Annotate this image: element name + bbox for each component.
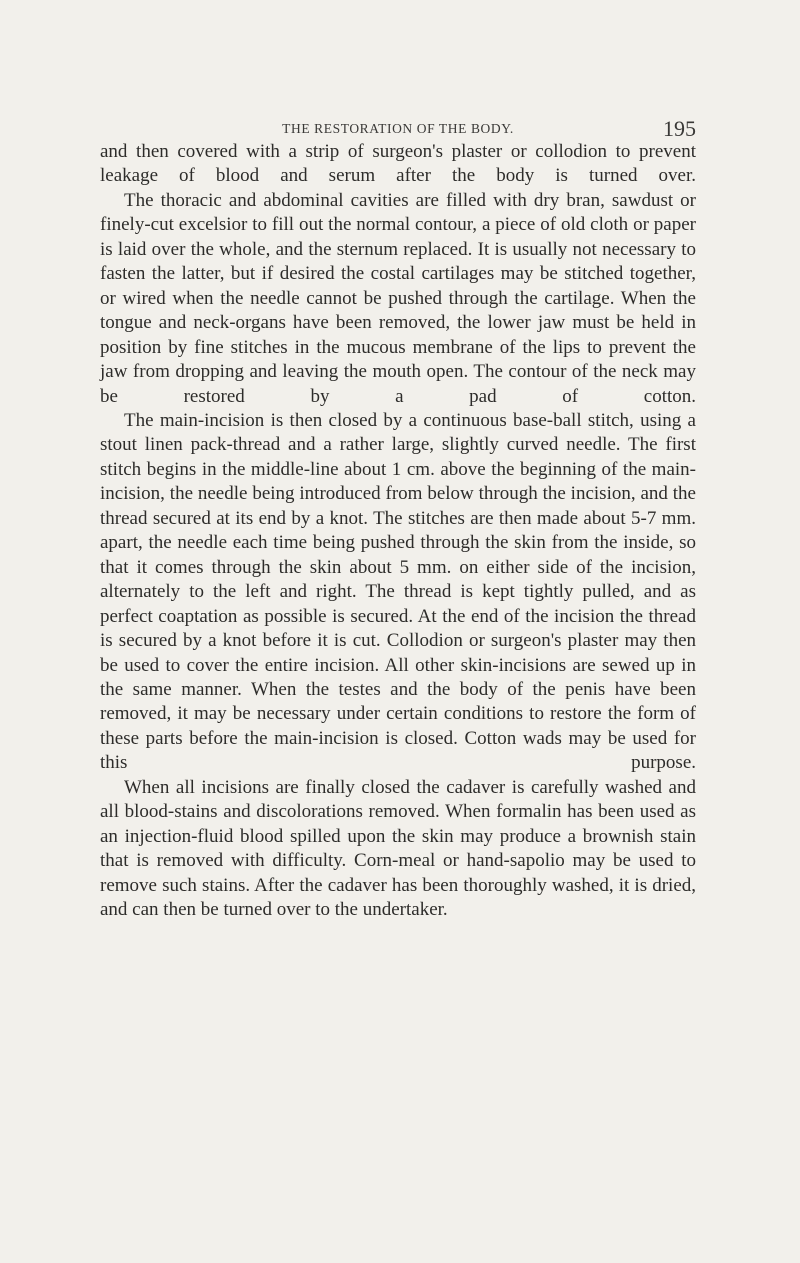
paragraph-main-incision: The main-incision is then closed by a continuous base-ball stitch, using a stout linen pack-thread and a rather large, slightly curved needle. The first stitch begins in the middle-line about 1 cm. above the beginning of the main-incision, the needle being introduced from below through the incision, and the thread secured at its end by a knot. The stitches are then made about 5-7 mm. apart, the needle each time being pushed through the skin from the inside, so that it comes through the skin about 5 mm. on either side of the incision, alternately to the left and right. The thread is kept tightly pulled, and as perfect coaptation as possible is secured. At the end of the incision the thread is secured by a knot before it is cut. Collodion or surgeon's plaster may then be used to cover the entire incision. All other skin-incisions are sewed up in the same manner. When the testes and the body of the penis have been removed, it may be necessary under certain conditions to restore the form of these parts before the main-incision is closed. Cotton wads may be used for this purpose. [100, 409, 696, 774]
running-head [100, 118, 696, 142]
running-title: THE RESTORATION OF THE BODY. [282, 121, 514, 136]
page-number: 195 [663, 116, 696, 141]
paragraph-washing: When all incisions are finally closed the cadaver is carefully washed and all blood-stains and discolorations removed. When formalin has been used as an injection-fluid blood spilled upon the skin may produce a brownish stain that is removed with difficulty. Corn-meal or hand-sapolio may be used to remove such stains. After the cadaver has been thoroughly washed, it is dried, and can then be turned over to the undertaker. [100, 776, 696, 921]
paragraph-continuation: and then covered with a strip of surgeon's plaster or collodion to prevent leakage of blood and serum after the body is turned over. [100, 141, 696, 187]
body-text [100, 140, 696, 923]
paragraph-cavities: The thoracic and abdominal cavities are filled with dry bran, sawdust or finely-cut excelsior to fill out the normal contour, a piece of old cloth or paper is laid over the whole, and the sternum replaced. It is usually not necessary to fasten the latter, but if desired the costal cartilages may be stitched together, or wired when the needle cannot be pushed through the cartilage. When the tongue and neck-organs have been removed, the lower jaw must be held in position by fine stitches in the mucous membrane of the lips to prevent the jaw from dropping and leaving the mouth open. The contour of the neck may be restored by a pad of cotton. [100, 189, 696, 407]
